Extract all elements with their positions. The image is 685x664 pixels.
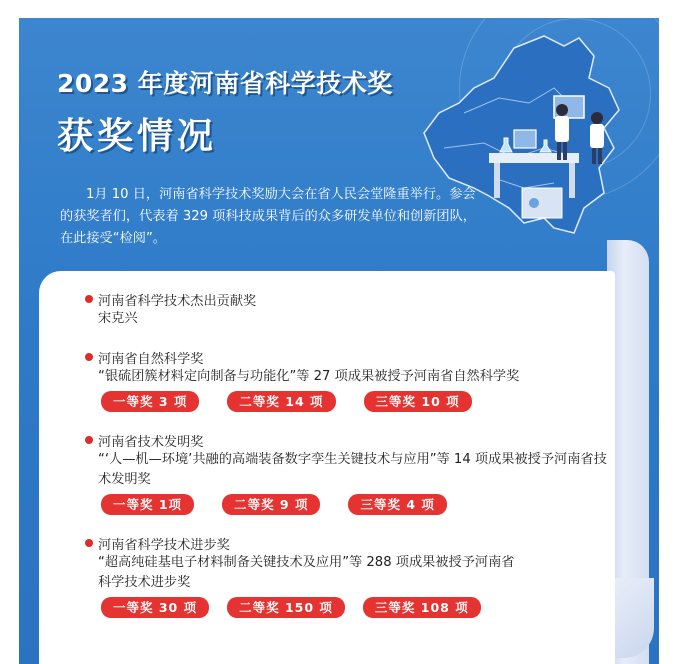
section-description: “银硫团簇材料定向制备与功能化”等 27 项成果被授予河南省自然科学奖 <box>98 369 520 384</box>
section-title: 河南省科学技术杰出贡献奖 <box>98 293 257 309</box>
lab-equipment <box>522 188 562 218</box>
second-prize-badge: 二等奖 9 项 <box>222 494 320 515</box>
award-badges <box>85 597 518 618</box>
section-heading <box>85 430 618 450</box>
section-natural-science <box>85 347 618 412</box>
title-line-1: 2023 年度河南省科学技术奖 <box>57 69 393 98</box>
first-prize-badge: 一等奖 3 项 <box>101 391 199 412</box>
section-technology-progress <box>85 533 518 618</box>
intro-paragraph: 1月 10 日，河南省科学技术奖励大会在省人民会堂隆重举行。参会的获奖者们，代表着 329 项科技成果背后的众多研发单位和创新团队，在此接受“检阅”。 <box>60 187 476 246</box>
second-prize-badge: 二等奖 14 项 <box>227 391 335 412</box>
section-heading <box>85 347 618 367</box>
section-heading <box>85 533 518 553</box>
bullet-icon <box>85 539 93 547</box>
section-technology-invention <box>85 430 618 515</box>
bullet-icon <box>85 353 93 361</box>
second-prize-badge: 二等奖 150 项 <box>227 597 345 618</box>
section-outstanding-contribution <box>85 289 618 329</box>
page-title: 获奖情况 <box>57 116 218 157</box>
section-description: “‘人—机—环境’共融的高端装备数字孪生关键技术与应用”等 14 项成果被授予河南省技术发明奖 <box>98 452 607 487</box>
section-title: 河南省科学技术进步奖 <box>98 537 230 553</box>
section-title: 河南省自然科学奖 <box>98 351 204 367</box>
first-prize-badge: 一等奖 30 项 <box>101 597 209 618</box>
third-prize-badge: 三等奖 10 项 <box>364 391 472 412</box>
section-description: “超高纯硅基电子材料制备关键技术及应用”等 288 项成果被授予河南省科学技术进步奖 <box>98 555 515 590</box>
award-badges <box>85 391 618 412</box>
section-heading <box>85 289 618 309</box>
first-prize-badge: 一等奖 1项 <box>101 494 194 515</box>
third-prize-badge: 三等奖 4 项 <box>348 494 446 515</box>
bullet-icon <box>85 436 93 444</box>
third-prize-badge: 三等奖 108 项 <box>363 597 481 618</box>
bullet-icon <box>85 295 93 303</box>
winner-name: 宋克兴 <box>98 311 138 326</box>
award-badges <box>85 494 618 515</box>
poster <box>19 18 659 664</box>
section-title: 河南省技术发明奖 <box>98 434 204 450</box>
